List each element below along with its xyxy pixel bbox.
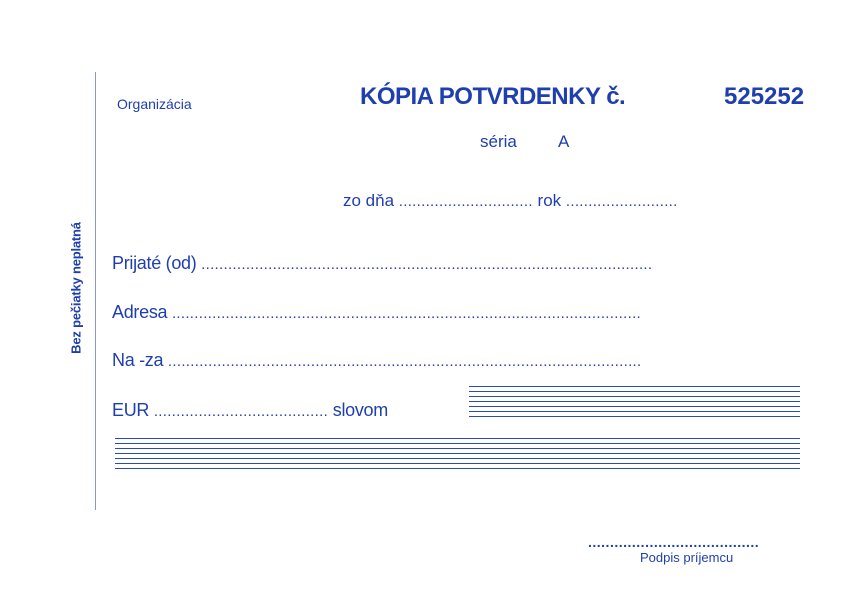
words-line-full[interactable] (115, 448, 800, 449)
received-from-label: Prijaté (od) (112, 253, 197, 273)
words-line[interactable] (469, 401, 800, 402)
date-field[interactable]: .............................. (398, 193, 533, 210)
receipt-title: KÓPIA POTVRDENKY č. (360, 83, 626, 110)
words-line-full[interactable] (115, 443, 800, 444)
words-line[interactable] (469, 386, 800, 387)
words-line-full[interactable] (115, 438, 800, 439)
received-from-row (112, 253, 652, 274)
words-line[interactable] (469, 406, 800, 407)
date-line (343, 191, 678, 211)
purpose-label: Na -za (112, 350, 164, 370)
words-line[interactable] (469, 391, 800, 392)
receipt-number: 525252 (724, 83, 805, 110)
signature-label: Podpis príjemcu (640, 550, 734, 565)
words-line[interactable] (469, 416, 800, 417)
year-label: rok (537, 191, 562, 210)
address-row (112, 302, 641, 323)
in-words-label: slovom (332, 400, 388, 420)
words-line-full[interactable] (115, 453, 800, 454)
words-line-full[interactable] (115, 458, 800, 459)
words-line[interactable] (469, 396, 800, 397)
purpose-row (112, 350, 641, 371)
stamp-notice: Bez pečiatky neplatná (68, 222, 84, 354)
series-value: A (558, 132, 570, 151)
year-field[interactable]: ......................... (565, 193, 678, 210)
eur-label: EUR (112, 400, 150, 420)
purpose-field[interactable]: .......................................................................................................... (167, 353, 642, 370)
words-line-full[interactable] (115, 468, 800, 469)
amount-row (112, 400, 388, 421)
address-field[interactable]: ......................................................................................................... (171, 305, 642, 322)
margin-line (95, 72, 96, 510)
address-label: Adresa (112, 302, 168, 322)
signature-field[interactable]: ....................................... (588, 534, 760, 550)
organization-label: Organizácia (117, 96, 192, 112)
eur-amount-field[interactable]: ....................................... (153, 403, 329, 420)
series-label: séria (480, 132, 517, 151)
date-label: zo dňa (343, 191, 395, 210)
received-from-field[interactable]: ..................................................................................................... (201, 256, 653, 273)
words-line-full[interactable] (115, 463, 800, 464)
words-line[interactable] (469, 411, 800, 412)
